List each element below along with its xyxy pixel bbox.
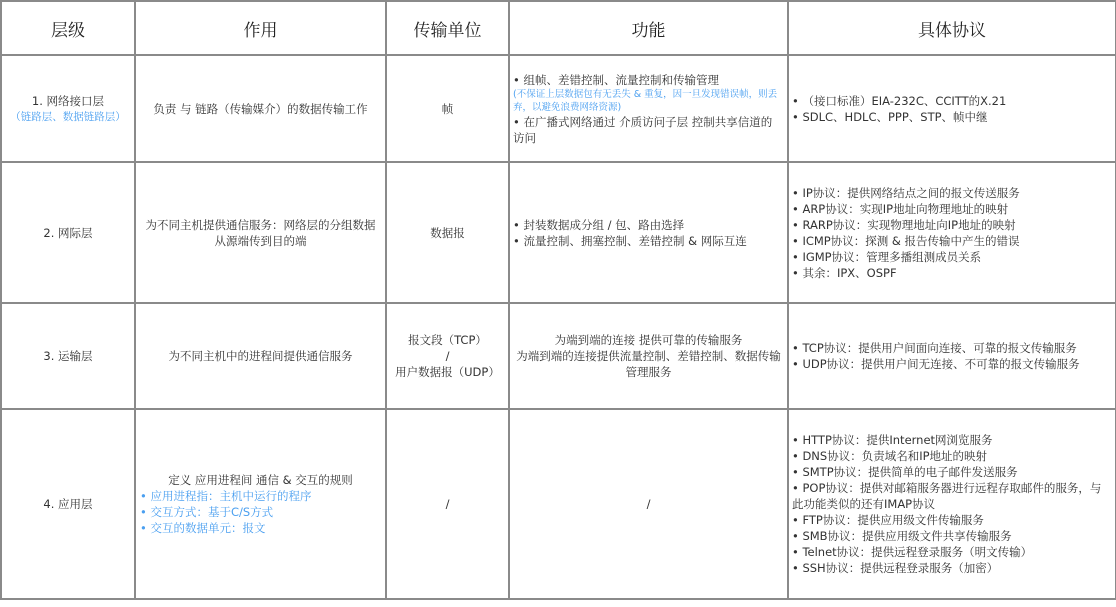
unit-line: 报文段（TCP）: [408, 333, 487, 347]
protocol-item: • SMB协议：提供应用级文件共享传输服务: [792, 528, 1111, 544]
function-cell: [509, 55, 788, 162]
protocol-item: • RARP协议：实现物理地址向IP地址的映射: [792, 217, 1111, 233]
role-cell: 为不同主机中的进程间提供通信服务: [135, 303, 386, 409]
unit-line: 用户数据报（UDP）: [395, 365, 500, 379]
protocols-cell: [788, 162, 1116, 303]
function-line: 为端到端的连接提供流量控制、差错控制、数据传输管理服务: [516, 349, 781, 379]
function-item: • 封装数据成分组 / 包、路由选择: [513, 217, 783, 233]
header-role: 作用: [135, 1, 386, 55]
table-row-network-interface: [1, 55, 1116, 162]
header-row: [1, 1, 1116, 55]
function-line: 为端到端的连接 提供可靠的传输服务: [554, 333, 743, 347]
protocol-item: • SSH协议：提供远程登录服务（加密）: [792, 560, 1111, 576]
role-note: • 应用进程指：主机中运行的程序: [140, 488, 381, 504]
protocols-cell: [788, 409, 1116, 599]
protocols-cell: [788, 55, 1116, 162]
layer-note: （链路层、数据链路层）: [10, 110, 126, 123]
protocol-item: • 其余：IPX、OSPF: [792, 265, 1111, 281]
protocol-item: • ARP协议：实现IP地址向物理地址的映射: [792, 201, 1111, 217]
header-function: 功能: [509, 1, 788, 55]
function-cell: [509, 303, 788, 409]
protocols-cell: [788, 303, 1116, 409]
protocol-item: • SMTP协议：提供简单的电子邮件发送服务: [792, 464, 1111, 480]
function-cell: /: [509, 409, 788, 599]
function-item: • 在广播式网络通过 介质访问子层 控制共享信道的访问: [513, 114, 783, 146]
role-cell: 负责 与 链路（传输媒介）的数据传输工作: [135, 55, 386, 162]
function-item: • 组帧、差错控制、流量控制和传输管理: [513, 72, 783, 88]
unit-cell: 数据报: [386, 162, 509, 303]
protocol-item: • TCP协议：提供用户间面向连接、可靠的报文传输服务: [792, 340, 1111, 356]
unit-cell: 帧: [386, 55, 509, 162]
protocol-item: • UDP协议：提供用户间无连接、不可靠的报文传输服务: [792, 356, 1111, 372]
protocol-item: • Telnet协议：提供远程登录服务（明文传输）: [792, 544, 1111, 560]
protocol-item: • （接口标准）EIA-232C、CCITT的X.21: [792, 93, 1111, 109]
protocol-item: • IGMP协议：管理多播组测成员关系: [792, 249, 1111, 265]
header-layer: 层级: [1, 1, 135, 55]
protocol-item: • IP协议：提供网络结点之间的报文传送服务: [792, 185, 1111, 201]
table-row-transport: [1, 303, 1116, 409]
role-text: 定义 应用进程间 通信 & 交互的规则: [168, 473, 353, 487]
role-note: • 交互方式：基于C/S方式: [140, 504, 381, 520]
table-row-internet: [1, 162, 1116, 303]
function-cell: [509, 162, 788, 303]
table-row-application: [1, 409, 1116, 599]
unit-cell: [386, 303, 509, 409]
protocol-item: • FTP协议：提供应用级文件传输服务: [792, 512, 1111, 528]
protocol-item: • HTTP协议：提供Internet网浏览服务: [792, 432, 1111, 448]
role-cell: 为不同主机提供通信服务：网络层的分组数据从源端传到目的端: [135, 162, 386, 303]
layer-name: 1. 网络接口层: [31, 93, 105, 108]
protocol-item: • POP协议：提供对邮箱服务器进行远程存取邮件的服务，与此功能类似的还有IMAP协议: [792, 480, 1111, 512]
header-unit: 传输单位: [386, 1, 509, 55]
layer-cell: [1, 55, 135, 162]
protocol-item: • SDLC、HDLC、PPP、STP、帧中继: [792, 109, 1111, 125]
layer-cell: 3. 运输层: [1, 303, 135, 409]
role-note: • 交互的数据单元：报文: [140, 520, 381, 536]
protocol-item: • DNS协议：负责域名和IP地址的映射: [792, 448, 1111, 464]
function-item: • 流量控制、拥塞控制、差错控制 & 网际互连: [513, 233, 783, 249]
role-cell: [135, 409, 386, 599]
header-protocols: 具体协议: [788, 1, 1116, 55]
layer-cell: 2. 网际层: [1, 162, 135, 303]
unit-cell: /: [386, 409, 509, 599]
protocol-item: • ICMP协议：探测 & 报告传输中产生的错误: [792, 233, 1111, 249]
unit-line: /: [445, 349, 450, 363]
layer-cell: 4. 应用层: [1, 409, 135, 599]
function-note: (不保证上层数据包有无丢失 & 重复，因一旦发现错误帧，则丢弃，以避免浪费网络资源): [513, 88, 778, 113]
